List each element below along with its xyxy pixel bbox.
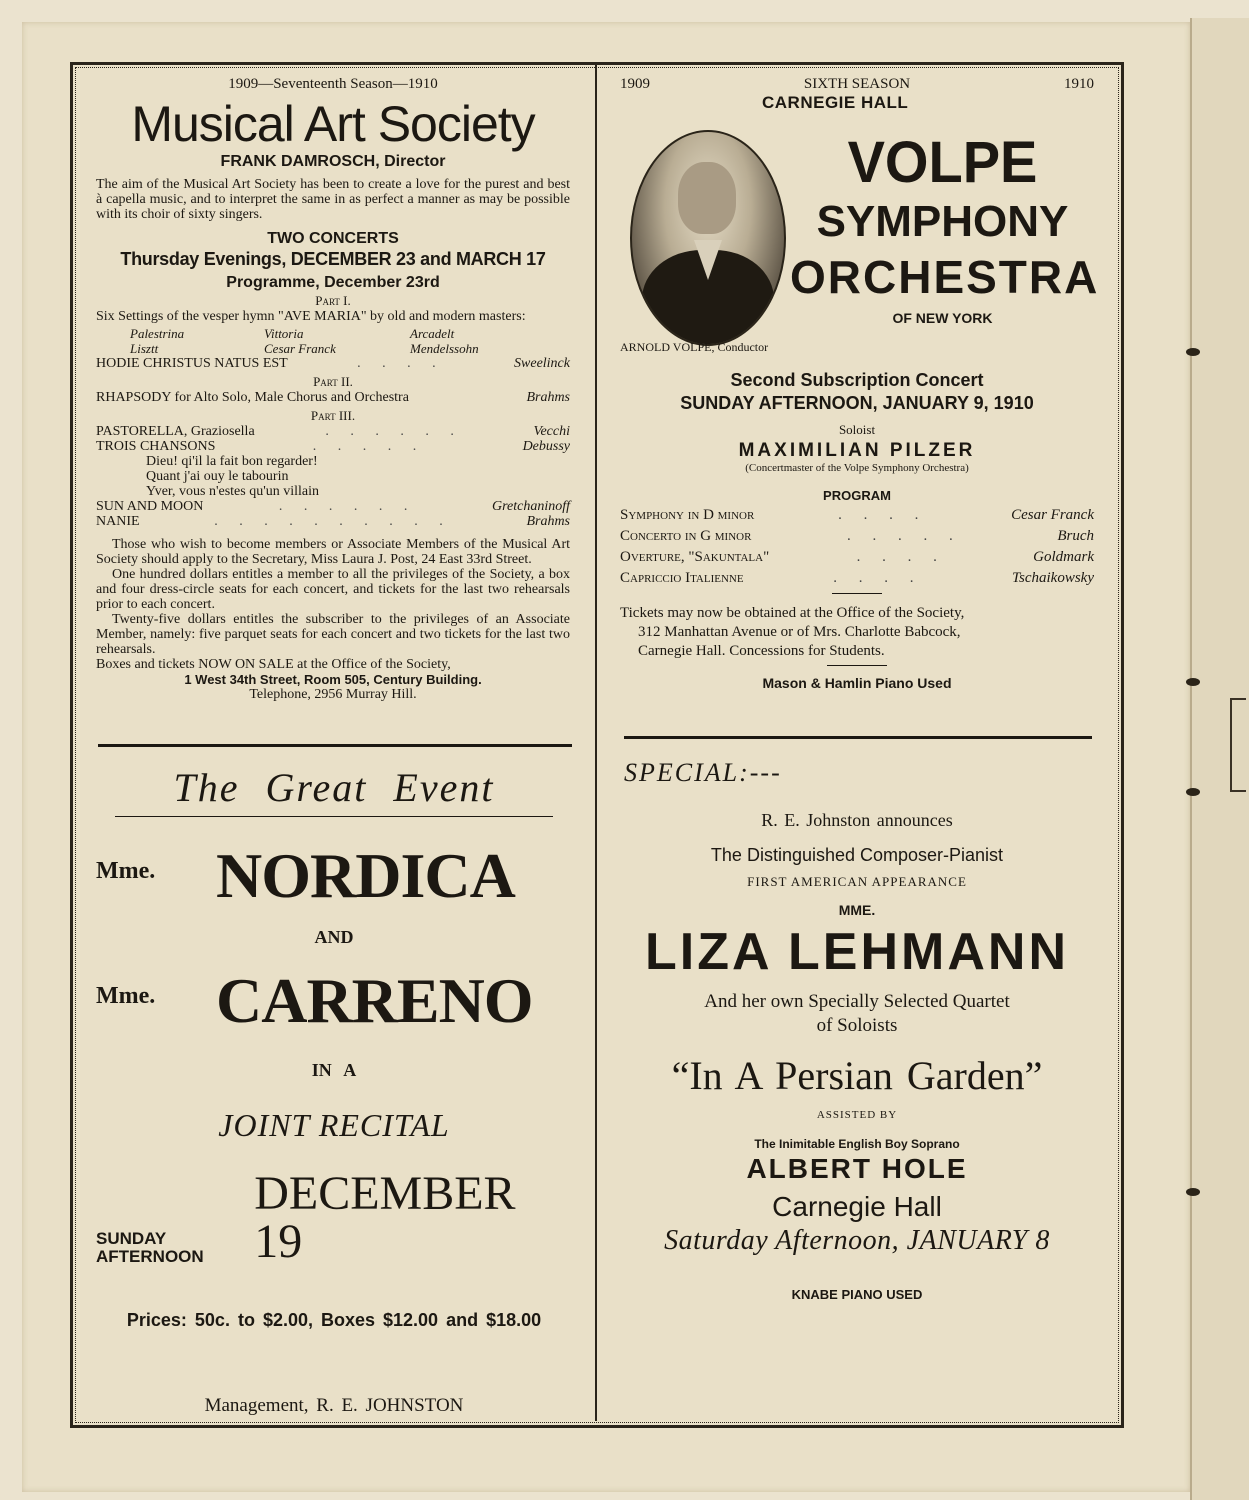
item-title: Overture, "Sakuntala" — [620, 549, 770, 565]
year-start: 1909 — [620, 76, 650, 92]
chanson-list — [96, 454, 570, 499]
first-appearance: FIRST AMERICAN APPEARANCE — [747, 874, 967, 889]
binding-mark — [1186, 788, 1200, 796]
announcement: R. E. Johnston announces — [761, 810, 953, 830]
aim-paragraph: The aim of the Musical Art Society has been to create a love for the purest and best à capella music, and to interpret the same in as perfect a manner as may be possible with its choir of sixty singers. — [96, 177, 570, 222]
recital-date: DECEMBER 19 — [254, 1167, 516, 1268]
soloist-label: Soloist — [838, 422, 876, 437]
composer-row — [96, 326, 570, 341]
binding-mark — [1186, 348, 1200, 356]
ticket-line: Carnegie Hall. Concessions for Students. — [638, 643, 885, 659]
item-title: TROIS CHANSONS — [96, 439, 216, 454]
item-composer: Sweelinck — [514, 356, 570, 371]
membership-text: Those who wish to become members or Associate Members of the Musical Art Society should apply to the Secretary, Miss Laura J. Post, 24 East 33rd Street. — [96, 537, 570, 567]
program-rule — [832, 593, 882, 594]
special-label: SPECIAL:--- — [624, 758, 782, 787]
concert-dates: Thursday Evenings, DECEMBER 23 and MARCH 17 — [120, 249, 546, 269]
composer: Cesar Franck — [264, 341, 336, 356]
soloist-name: MAXIMILIAN PILZER — [738, 440, 976, 461]
program-item: TROIS CHANSONS . . . . . Debussy — [96, 439, 570, 454]
piano-credit: KNABE PIANO USED — [791, 1287, 923, 1302]
composer-row — [96, 341, 570, 356]
conductor-caption — [620, 340, 820, 355]
adjacent-page-edge — [1190, 18, 1249, 1500]
conductor-portrait — [630, 130, 786, 346]
ticket-info — [620, 604, 1094, 661]
performer-lehmann: LIZA LEHMANN — [644, 923, 1070, 981]
box-office-text: Boxes and tickets NOW ON SALE at the Office of the Society, — [96, 657, 451, 672]
item-title: Capriccio Italienne — [620, 570, 744, 586]
program-item: NANIE . . . . . . . . . . Brahms — [96, 514, 570, 529]
ticket-line: Tickets may now be obtained at the Office of the Society, — [620, 605, 965, 621]
orchestra-name-line: SYMPHONY — [816, 197, 1069, 246]
part-three: Part III. — [310, 408, 356, 423]
section-rule — [98, 744, 572, 747]
management: Management, R. E. JOHNSTON — [204, 1395, 464, 1416]
program-item: HODIE CHRISTUS NATUS EST . . . . Sweelinck — [96, 356, 570, 371]
volpe-program — [620, 505, 1094, 589]
composer: Arcadelt — [410, 326, 455, 341]
mme-title: Mme. — [96, 858, 156, 884]
binding-mark — [1186, 1188, 1200, 1196]
year-end: 1910 — [1063, 76, 1094, 92]
membership-text: Twenty-five dollars entitles the subscriber to the privileges of an Associate Member, namely: five parquet seats for each concert and two tickets for the last two rehearsals. — [96, 612, 570, 657]
composer-pianist: The Distinguished Composer-Pianist — [710, 845, 1004, 865]
season-line: 1909—Seventeenth Season—1910 — [228, 76, 438, 92]
section-rule — [624, 736, 1092, 739]
mme-label: MME. — [838, 902, 876, 918]
item-title: PASTORELLA, Graziosella — [96, 424, 255, 439]
item-composer: Brahms — [526, 514, 570, 529]
piano-credit: Mason & Hamlin Piano Used — [762, 675, 952, 691]
program-item: Symphony in D minor . . . . Cesar Franck — [620, 505, 1094, 526]
in-a-text: IN A — [311, 1060, 357, 1080]
great-event-headline: The Great Event — [173, 765, 495, 810]
concert-name: Second Subscription Concert — [730, 370, 984, 390]
telephone: Telephone, 2956 Murray Hill. — [249, 687, 417, 702]
binding-mark — [1186, 678, 1200, 686]
part-one: Part I. — [315, 293, 351, 308]
program-item: Overture, "Sakuntala" . . . . Goldmark — [620, 547, 1094, 568]
composer: Vittoria — [264, 326, 304, 341]
liza-lehmann-ad — [620, 758, 1094, 1302]
orchestra-name-line: ORCHESTRA — [790, 251, 1100, 303]
membership-text: One hundred dollars entitles a member to all the privileges of the Society, a box and four dress-circle seats for each concert, and tickets for the last two rehearsals prior to each concert. — [96, 567, 570, 612]
director: FRANK DAMROSCH, Director — [220, 153, 446, 170]
performer-carreno: CARRENO — [216, 965, 533, 1036]
season-header — [620, 76, 1094, 93]
of-new-york: OF NEW YORK — [892, 310, 993, 326]
hall-name: CARNEGIE HALL — [762, 93, 909, 112]
headline-rule — [115, 816, 553, 817]
soloist-note: (Concertmaster of the Volpe Symphony Orchestra) — [745, 462, 969, 474]
assisting-artist: ALBERT HOLE — [746, 1153, 968, 1184]
recital-date-line — [96, 1167, 572, 1268]
conductor-name: ARNOLD VOLPE, Conductor — [620, 340, 769, 354]
program-item — [96, 390, 570, 406]
item-composer: Cesar Franck — [1011, 507, 1094, 523]
item-composer: Goldmark — [1033, 549, 1094, 565]
assisted-by: ASSISTED BY — [816, 1109, 898, 1121]
item-title: Symphony in D minor — [620, 507, 755, 523]
item-title: SUN AND MOON — [96, 499, 204, 514]
item-composer: Tschaikowsky — [1012, 570, 1094, 586]
item-composer: Brahms — [526, 390, 570, 405]
program-item: Capriccio Italienne . . . . Tschaikowsky — [620, 568, 1094, 589]
ticket-prices: Prices: 50c. to $2.00, Boxes $12.00 and $18.00 — [126, 1310, 542, 1330]
two-concerts: TWO CONCERTS — [267, 230, 399, 247]
item-title: Concerto in G minor — [620, 528, 752, 544]
volpe-details — [620, 370, 1094, 691]
item-composer: Debussy — [522, 439, 570, 454]
day: SUNDAY — [96, 1229, 167, 1248]
composer: Lisztt — [130, 341, 159, 356]
performer-line — [96, 841, 572, 911]
program-item: SUN AND MOON . . . . . . Gretchaninoff — [96, 499, 570, 514]
season-label: SIXTH SEASON — [803, 76, 911, 92]
column-divider — [595, 65, 597, 1421]
composer: Palestrina — [130, 326, 185, 341]
chanson: Dieu! qi'il la fait bon regarder! — [146, 454, 318, 469]
part-two: Part II. — [313, 374, 353, 389]
item-title: HODIE CHRISTUS NATUS EST — [96, 356, 288, 371]
orchestra-name — [790, 128, 1100, 326]
performer-nordica: NORDICA — [216, 840, 515, 911]
quartet-line: of Soloists — [816, 1015, 898, 1036]
concert-date: SUNDAY AFTERNOON, JANUARY 9, 1910 — [680, 393, 1034, 413]
joint-recital: JOINT RECITAL — [218, 1107, 450, 1143]
day-label — [96, 1230, 254, 1266]
work-title: “In A Persian Garden” — [671, 1053, 1043, 1098]
programme-heading: Programme, December 23rd — [226, 274, 440, 291]
office-address: 1 West 34th Street, Room 505, Century Building. — [184, 672, 482, 687]
program-item: Concerto in G minor . . . . . Bruch — [620, 526, 1094, 547]
chanson: Quant j'ai ouy le tabourin — [146, 469, 289, 484]
society-title: Musical Art Society — [131, 96, 535, 152]
part-one-text: Six Settings of the vesper hymn "AVE MARIA" by old and modern masters: — [96, 309, 526, 324]
orchestra-name-line: VOLPE — [847, 128, 1038, 195]
performance-date: Saturday Afternoon, JANUARY 8 — [664, 1225, 1050, 1256]
item-title: NANIE — [96, 514, 140, 529]
program-heading: PROGRAM — [823, 488, 891, 503]
time-of-day: AFTERNOON — [96, 1247, 204, 1266]
item-composer: Vecchi — [533, 424, 570, 439]
program-item: PASTORELLA, Graziosella . . . . . . Vecchi — [96, 424, 570, 439]
item-composer: Bruch — [1057, 528, 1094, 544]
nordica-carreno-ad — [96, 760, 572, 1417]
chanson: Yver, vous n'estes qu'un villain — [146, 484, 320, 499]
mme-title: Mme. — [96, 983, 156, 1009]
venue: Carnegie Hall — [772, 1191, 942, 1222]
musical-art-society-ad — [96, 76, 570, 702]
adjacent-print-fragment — [1230, 698, 1246, 792]
volpe-symphony-ad — [620, 76, 1094, 113]
ticket-rule — [827, 665, 887, 666]
performer-line — [96, 966, 572, 1036]
quartet-line: And her own Specially Selected Quartet — [704, 991, 1010, 1012]
and-text: AND — [314, 927, 354, 947]
composer: Mendelssohn — [410, 341, 479, 356]
ticket-line: 312 Manhattan Avenue or of Mrs. Charlotte Babcock, — [638, 624, 961, 640]
item-title: RHAPSODY for Alto Solo, Male Chorus and Orchestra — [96, 390, 409, 405]
boy-soprano-label: The Inimitable English Boy Soprano — [754, 1137, 960, 1151]
item-composer: Gretchaninoff — [491, 499, 570, 514]
